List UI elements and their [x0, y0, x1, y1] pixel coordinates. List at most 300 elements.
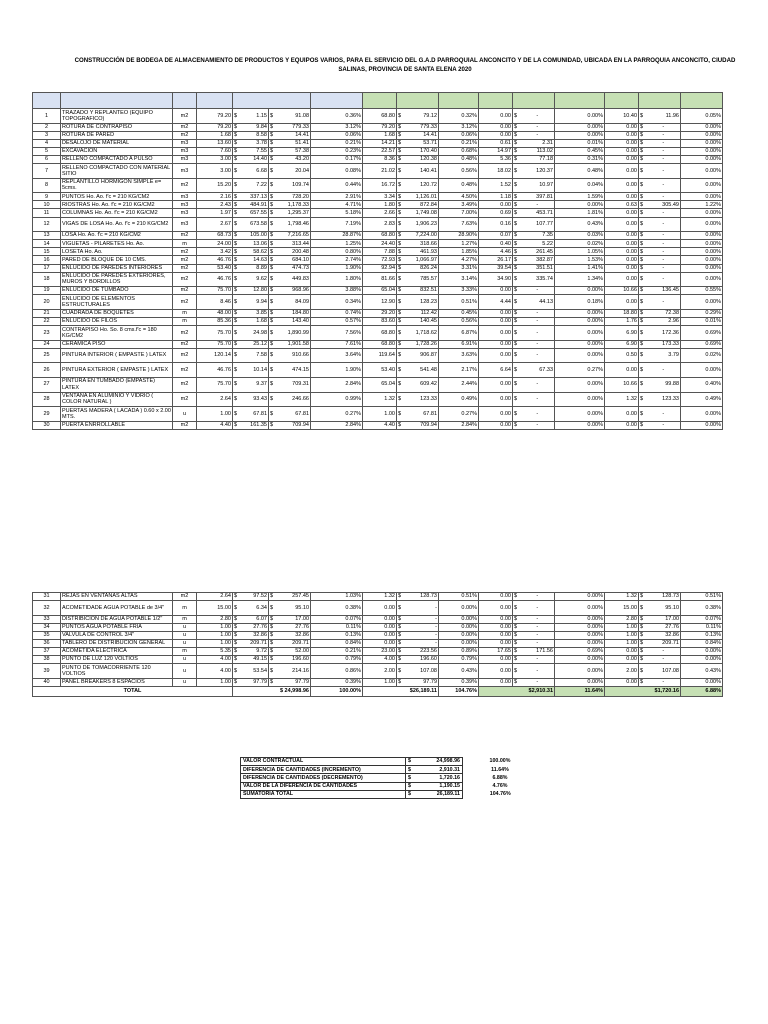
item-description: VIGAS DE LOSA Ho. Ao. f'c = 210 KG/CM2: [61, 217, 173, 232]
decrement-quantity: 0.00: [479, 664, 513, 679]
currency-symbol: $: [397, 264, 405, 272]
unit-price: 7.58: [241, 348, 269, 363]
item-description: ENLUCIDO DE PAREDES EXTERIORES, MUROS Y BORDILLOS: [61, 272, 173, 287]
executed-quantity: 0.00: [363, 623, 397, 631]
currency-symbol: $: [269, 193, 277, 201]
currency-symbol: $: [513, 326, 521, 341]
increment-percent: 0.00%: [681, 209, 723, 217]
executed-quantity: 2.83: [363, 217, 397, 232]
table-row: [33, 648, 723, 656]
currency-symbol: $: [397, 317, 405, 325]
item-number: 39: [33, 664, 61, 679]
executed-quantity: 1.68: [363, 131, 397, 139]
decrement-percent: 0.00%: [555, 656, 605, 664]
item-description: PUNTO DE TOMACORRIENTE 120 VOLTIOS: [61, 664, 173, 679]
executed-quantity: 7.88: [363, 248, 397, 256]
increment-total: 173.33: [647, 340, 681, 348]
item-description: ENLUCIDO DE PAREDES INTERIORES: [61, 264, 173, 272]
unit-price: 7.22: [241, 178, 269, 193]
item-number: 25: [33, 348, 61, 363]
executed-percent: 0.51%: [439, 593, 479, 601]
executed-quantity: 68.80: [363, 326, 397, 341]
executed-percent: 1.85%: [439, 248, 479, 256]
contract-quantity: 8.46: [197, 295, 233, 310]
increment-quantity: 1.00: [605, 631, 639, 639]
currency-symbol: $: [269, 326, 277, 341]
item-unit: m3: [173, 155, 197, 163]
table-row: [33, 392, 723, 407]
item-unit: u: [173, 407, 197, 422]
executed-quantity: 83.60: [363, 317, 397, 325]
item-number: 17: [33, 264, 61, 272]
decrement-quantity: 0.40: [479, 240, 513, 248]
item-number: 2: [33, 123, 61, 131]
currency-symbol: $: [513, 155, 521, 163]
unit-price: 27.76: [241, 623, 269, 631]
contract-percent: 0.34%: [311, 295, 363, 310]
executed-total: 906.87: [405, 348, 439, 363]
unit-price: 58.62: [241, 248, 269, 256]
contract-total: 20.04: [277, 164, 311, 179]
currency-symbol: $: [269, 631, 277, 639]
executed-quantity: 81.66: [363, 272, 397, 287]
decrement-percent: 0.18%: [555, 295, 605, 310]
increment-total: -: [647, 295, 681, 310]
contract-percent: 0.99%: [311, 392, 363, 407]
item-description: PINTURA EN TUMBADO (EMPASTE) LATEX: [61, 377, 173, 392]
currency-symbol: $: [639, 232, 647, 240]
decrement-total: -: [521, 340, 555, 348]
increment-quantity: 0.00: [605, 240, 639, 248]
contract-percent: 1.80%: [311, 272, 363, 287]
currency-symbol: $: [233, 123, 241, 131]
table-row: [33, 123, 723, 131]
increment-percent: 0.13%: [681, 631, 723, 639]
item-description: REPLANTILLO HORMIGON SIMPLE e= 5cms.: [61, 178, 173, 193]
decrement-percent: 0.00%: [555, 348, 605, 363]
summary-label: VALOR DE LA DIFERENCIA DE CANTIDADES: [241, 782, 406, 790]
executed-percent: 0.68%: [439, 147, 479, 155]
currency-symbol: $: [397, 178, 405, 193]
contract-percent: 3.88%: [311, 287, 363, 295]
executed-quantity: 0.00: [363, 615, 397, 623]
currency-symbol: $: [233, 193, 241, 201]
currency-symbol: $: [233, 295, 241, 310]
contract-percent: 7.19%: [311, 217, 363, 232]
currency-symbol: $: [233, 656, 241, 664]
executed-quantity: 0.00: [363, 601, 397, 616]
currency-symbol: $: [513, 264, 521, 272]
item-description: ACOMETIDA ELECTRICA: [61, 648, 173, 656]
decrement-total: -: [521, 287, 555, 295]
contract-percent: 0.17%: [311, 155, 363, 163]
currency-symbol: $: [233, 631, 241, 639]
contract-percent: 0.23%: [311, 147, 363, 155]
table-row: [33, 131, 723, 139]
currency-symbol: $: [513, 377, 521, 392]
contract-quantity: 75.70: [197, 377, 233, 392]
currency-symbol: $: [397, 201, 405, 209]
decrement-quantity: 0.00: [479, 131, 513, 139]
increment-total: -: [647, 209, 681, 217]
executed-total: 120.72: [405, 178, 439, 193]
item-unit: m2: [173, 287, 197, 295]
currency-symbol: $: [513, 287, 521, 295]
executed-total: 1,718.62: [405, 326, 439, 341]
currency-symbol: $: [513, 147, 521, 155]
unit-price: 10.14: [241, 363, 269, 378]
contract-quantity: 46.76: [197, 363, 233, 378]
currency-symbol: $: [269, 256, 277, 264]
decrement-quantity: 0.00: [479, 326, 513, 341]
executed-total: 826.24: [405, 264, 439, 272]
executed-total: 140.45: [405, 317, 439, 325]
contract-total: 184.80: [277, 309, 311, 317]
contract-total: 313.44: [277, 240, 311, 248]
item-unit: m2: [173, 178, 197, 193]
unit-price: 8.89: [241, 264, 269, 272]
currency-symbol: $: [397, 240, 405, 248]
decrement-quantity: 0.69: [479, 209, 513, 217]
contract-total: 196.60: [277, 656, 311, 664]
contract-quantity: 3.42: [197, 248, 233, 256]
contract-total: 1,178.33: [277, 201, 311, 209]
decrement-total: -: [521, 664, 555, 679]
contract-quantity: 79.20: [197, 109, 233, 124]
increment-quantity: 0.00: [605, 264, 639, 272]
executed-total: -: [405, 631, 439, 639]
currency-symbol: $: [269, 123, 277, 131]
currency-symbol: $: [639, 656, 647, 664]
decrement-percent: 0.00%: [555, 309, 605, 317]
decrement-total: -: [521, 348, 555, 363]
unit-price: 484.91: [241, 201, 269, 209]
currency-symbol: $: [269, 209, 277, 217]
header-cell: [397, 93, 439, 109]
item-number: 8: [33, 178, 61, 193]
summary-amount: 24,998.96: [418, 758, 463, 766]
executed-total: 120.38: [405, 155, 439, 163]
contract-quantity: 48.00: [197, 309, 233, 317]
currency-symbol: $: [513, 248, 521, 256]
currency-symbol: $: [639, 295, 647, 310]
table-row: [33, 272, 723, 287]
increment-total: -: [647, 139, 681, 147]
item-number: 7: [33, 164, 61, 179]
increment-percent: 0.05%: [681, 109, 723, 124]
item-unit: m2: [173, 392, 197, 407]
document-title: CONSTRUCCIÓN DE BODEGA DE ALMACENAMIENTO DE PRODUCTOS Y EQUIPOS VARIOS, PARA EL SERVICIO DEL G.A.D PARROQUIAL ANCONCITO Y DE LA COMUNIDAD, UBICADA EN LA PARROQUIA ANCONCITO, CIUDAD SALINAS, PROVINCIA DE SANTA ELENA 2020: [74, 57, 736, 73]
item-number: 24: [33, 340, 61, 348]
contract-quantity: 2.16: [197, 193, 233, 201]
executed-quantity: 72.93: [363, 256, 397, 264]
decrement-quantity: 0.00: [479, 639, 513, 647]
total-executed: $26,189.11: [363, 686, 439, 696]
increment-percent: 0.00%: [681, 407, 723, 422]
contract-percent: 0.86%: [311, 664, 363, 679]
decrement-percent: 0.01%: [555, 139, 605, 147]
decrement-quantity: 0.00: [479, 656, 513, 664]
increment-total: 172.36: [647, 326, 681, 341]
currency-symbol: $: [397, 664, 405, 679]
decrement-percent: 0.00%: [555, 201, 605, 209]
item-description: CUADRADA DE BOQUETES: [61, 309, 173, 317]
increment-total: 136.45: [647, 287, 681, 295]
item-number: 18: [33, 272, 61, 287]
increment-total: -: [647, 123, 681, 131]
increment-percent: 0.11%: [681, 623, 723, 631]
decrement-total: -: [521, 639, 555, 647]
item-description: ACOMETIDADE AGUA POTABLE de 3/4": [61, 601, 173, 616]
total-decrement-pct: 11.64%: [555, 686, 605, 696]
currency-symbol: $: [639, 256, 647, 264]
item-number: 10: [33, 201, 61, 209]
unit-price: 97.79: [241, 678, 269, 686]
contract-quantity: 2.80: [197, 615, 233, 623]
contract-quantity: 2.67: [197, 217, 233, 232]
table-row: [33, 593, 723, 601]
executed-percent: 1.27%: [439, 240, 479, 248]
increment-total: -: [647, 256, 681, 264]
currency-symbol: $: [233, 209, 241, 217]
contract-quantity: 1.68: [197, 131, 233, 139]
currency-symbol: $: [269, 155, 277, 163]
currency-symbol: $: [269, 623, 277, 631]
executed-percent: 0.56%: [439, 317, 479, 325]
currency-symbol: $: [397, 615, 405, 623]
increment-total: 72.38: [647, 309, 681, 317]
currency-symbol: $: [639, 164, 647, 179]
item-number: 22: [33, 317, 61, 325]
item-number: 20: [33, 295, 61, 310]
increment-quantity: 0.63: [605, 201, 639, 209]
summary-table: [240, 757, 538, 799]
item-unit: m: [173, 317, 197, 325]
increment-percent: 0.00%: [681, 164, 723, 179]
currency-symbol: $: [397, 155, 405, 163]
increment-total: -: [647, 678, 681, 686]
currency-symbol: $: [269, 240, 277, 248]
currency-symbol: $: [397, 272, 405, 287]
item-number: 40: [33, 678, 61, 686]
currency-symbol: $: [639, 678, 647, 686]
currency-symbol: $: [513, 340, 521, 348]
contract-percent: 2.74%: [311, 256, 363, 264]
increment-percent: 0.00%: [681, 363, 723, 378]
executed-quantity: 12.90: [363, 295, 397, 310]
unit-price: 3.85: [241, 309, 269, 317]
executed-total: 785.57: [405, 272, 439, 287]
contract-total: 214.16: [277, 664, 311, 679]
item-description: LOSETA Ho. Ao.: [61, 248, 173, 256]
item-unit: m2: [173, 232, 197, 240]
executed-total: 97.79: [405, 678, 439, 686]
item-description: VIGUETAS - PILARETES Ho. Ao.: [61, 240, 173, 248]
currency-symbol: $: [269, 201, 277, 209]
budget-table-part2: [32, 592, 723, 697]
currency-symbol: $: [639, 631, 647, 639]
decrement-total: 77.18: [521, 155, 555, 163]
contract-total: 109.74: [277, 178, 311, 193]
increment-total: 107.08: [647, 664, 681, 679]
item-number: 1: [33, 109, 61, 124]
summary-percent: 4.76%: [492, 782, 508, 789]
item-description: LOSA Ho. Ao. f'c = 210 KG/CM2: [61, 232, 173, 240]
contract-percent: 0.36%: [311, 109, 363, 124]
currency-symbol: $: [639, 201, 647, 209]
table-row: [33, 309, 723, 317]
currency-symbol: $: [513, 123, 521, 131]
increment-quantity: 0.00: [605, 232, 639, 240]
contract-quantity: 75.70: [197, 287, 233, 295]
executed-quantity: 53.40: [363, 363, 397, 378]
increment-percent: 0.00%: [681, 256, 723, 264]
currency-symbol: $: [269, 340, 277, 348]
currency-symbol: $: [513, 256, 521, 264]
decrement-quantity: 0.00: [479, 287, 513, 295]
decrement-percent: 0.00%: [555, 377, 605, 392]
contract-total: 97.79: [277, 678, 311, 686]
decrement-percent: 0.00%: [555, 639, 605, 647]
decrement-percent: 0.00%: [555, 601, 605, 616]
currency-symbol: $: [269, 377, 277, 392]
item-number: 34: [33, 623, 61, 631]
item-unit: m2: [173, 421, 197, 429]
decrement-quantity: 1.18: [479, 193, 513, 201]
executed-percent: 3.49%: [439, 201, 479, 209]
currency-symbol: $: [513, 295, 521, 310]
decrement-quantity: 0.00: [479, 123, 513, 131]
contract-total: 449.83: [277, 272, 311, 287]
increment-percent: 0.00%: [681, 193, 723, 201]
increment-percent: 0.01%: [681, 317, 723, 325]
contract-percent: 0.07%: [311, 615, 363, 623]
executed-quantity: 4.00: [363, 656, 397, 664]
increment-percent: 0.40%: [681, 377, 723, 392]
executed-percent: 0.06%: [439, 131, 479, 139]
contract-quantity: 53.40: [197, 264, 233, 272]
contract-percent: 0.80%: [311, 248, 363, 256]
executed-total: 79.12: [405, 109, 439, 124]
unit-price: 25.12: [241, 340, 269, 348]
header-cell: [439, 93, 479, 109]
item-description: COLUMNAS Ho. Ao. f'c = 210 KG/CM2: [61, 209, 173, 217]
decrement-quantity: 6.64: [479, 363, 513, 378]
unit-price: 32.86: [241, 631, 269, 639]
currency-symbol: $: [397, 217, 405, 232]
summary-amount: 2,910.31: [418, 766, 463, 774]
contract-total: 684.10: [277, 256, 311, 264]
executed-total: -: [405, 639, 439, 647]
executed-quantity: 1.32: [363, 392, 397, 407]
executed-total: -: [405, 615, 439, 623]
decrement-total: 382.87: [521, 256, 555, 264]
executed-quantity: 0.00: [363, 631, 397, 639]
unit-price: 8.58: [241, 131, 269, 139]
item-unit: m2: [173, 363, 197, 378]
currency-symbol: $: [513, 601, 521, 616]
currency-symbol: $: [269, 615, 277, 623]
decrement-total: -: [521, 131, 555, 139]
currency-symbol: $: [639, 340, 647, 348]
executed-total: 223.56: [405, 648, 439, 656]
contract-total: 51.41: [277, 139, 311, 147]
unit-price: 9.72: [241, 648, 269, 656]
unit-price: 9.94: [241, 295, 269, 310]
item-number: 9: [33, 193, 61, 201]
currency-symbol: $: [639, 615, 647, 623]
executed-quantity: 1.32: [363, 593, 397, 601]
decrement-quantity: 0.00: [479, 109, 513, 124]
contract-total: 728.20: [277, 193, 311, 201]
contract-quantity: 1.00: [197, 639, 233, 647]
decrement-percent: 0.00%: [555, 623, 605, 631]
currency-symbol: $: [269, 317, 277, 325]
executed-total: 1,728.26: [405, 340, 439, 348]
decrement-percent: 0.00%: [555, 593, 605, 601]
table-row: [33, 295, 723, 310]
executed-quantity: 119.64: [363, 348, 397, 363]
currency-symbol: $: [513, 209, 521, 217]
decrement-percent: 0.00%: [555, 664, 605, 679]
contract-total: 1,295.37: [277, 209, 311, 217]
item-unit: u: [173, 623, 197, 631]
currency-symbol: $: [397, 639, 405, 647]
increment-total: 11.96: [647, 109, 681, 124]
increment-total: 2.96: [647, 317, 681, 325]
executed-percent: 0.00%: [439, 639, 479, 647]
increment-total: -: [647, 240, 681, 248]
currency-symbol: $: [269, 593, 277, 601]
currency-symbol: $: [639, 139, 647, 147]
contract-percent: 1.90%: [311, 363, 363, 378]
item-unit: m2: [173, 593, 197, 601]
unit-price: 7.55: [241, 147, 269, 155]
currency-symbol: $: [397, 631, 405, 639]
unit-price: 337.13: [241, 193, 269, 201]
total-contract-pct: 100.00%: [311, 686, 363, 696]
table-row: [33, 377, 723, 392]
executed-quantity: 3.34: [363, 193, 397, 201]
increment-total: 99.88: [647, 377, 681, 392]
item-number: 30: [33, 421, 61, 429]
contract-percent: 2.91%: [311, 193, 363, 201]
executed-total: 196.60: [405, 656, 439, 664]
executed-total: 107.08: [405, 664, 439, 679]
increment-total: -: [647, 147, 681, 155]
decrement-quantity: 0.00: [479, 623, 513, 631]
contract-percent: 0.27%: [311, 407, 363, 422]
item-unit: m: [173, 615, 197, 623]
summary-row: [241, 758, 538, 766]
table-row: [33, 421, 723, 429]
executed-total: 832.51: [405, 287, 439, 295]
executed-total: 140.41: [405, 164, 439, 179]
currency-symbol: $: [269, 131, 277, 139]
executed-quantity: 68.80: [363, 232, 397, 240]
currency-symbol: $: [639, 377, 647, 392]
header-cell: [311, 93, 363, 109]
contract-quantity: 2.43: [197, 201, 233, 209]
increment-total: 17.00: [647, 615, 681, 623]
increment-total: -: [647, 193, 681, 201]
executed-quantity: 79.20: [363, 123, 397, 131]
increment-quantity: 18.80: [605, 309, 639, 317]
table-row: [33, 407, 723, 422]
currency-symbol: $: [513, 407, 521, 422]
currency-symbol: $: [639, 392, 647, 407]
currency-symbol: $: [639, 217, 647, 232]
